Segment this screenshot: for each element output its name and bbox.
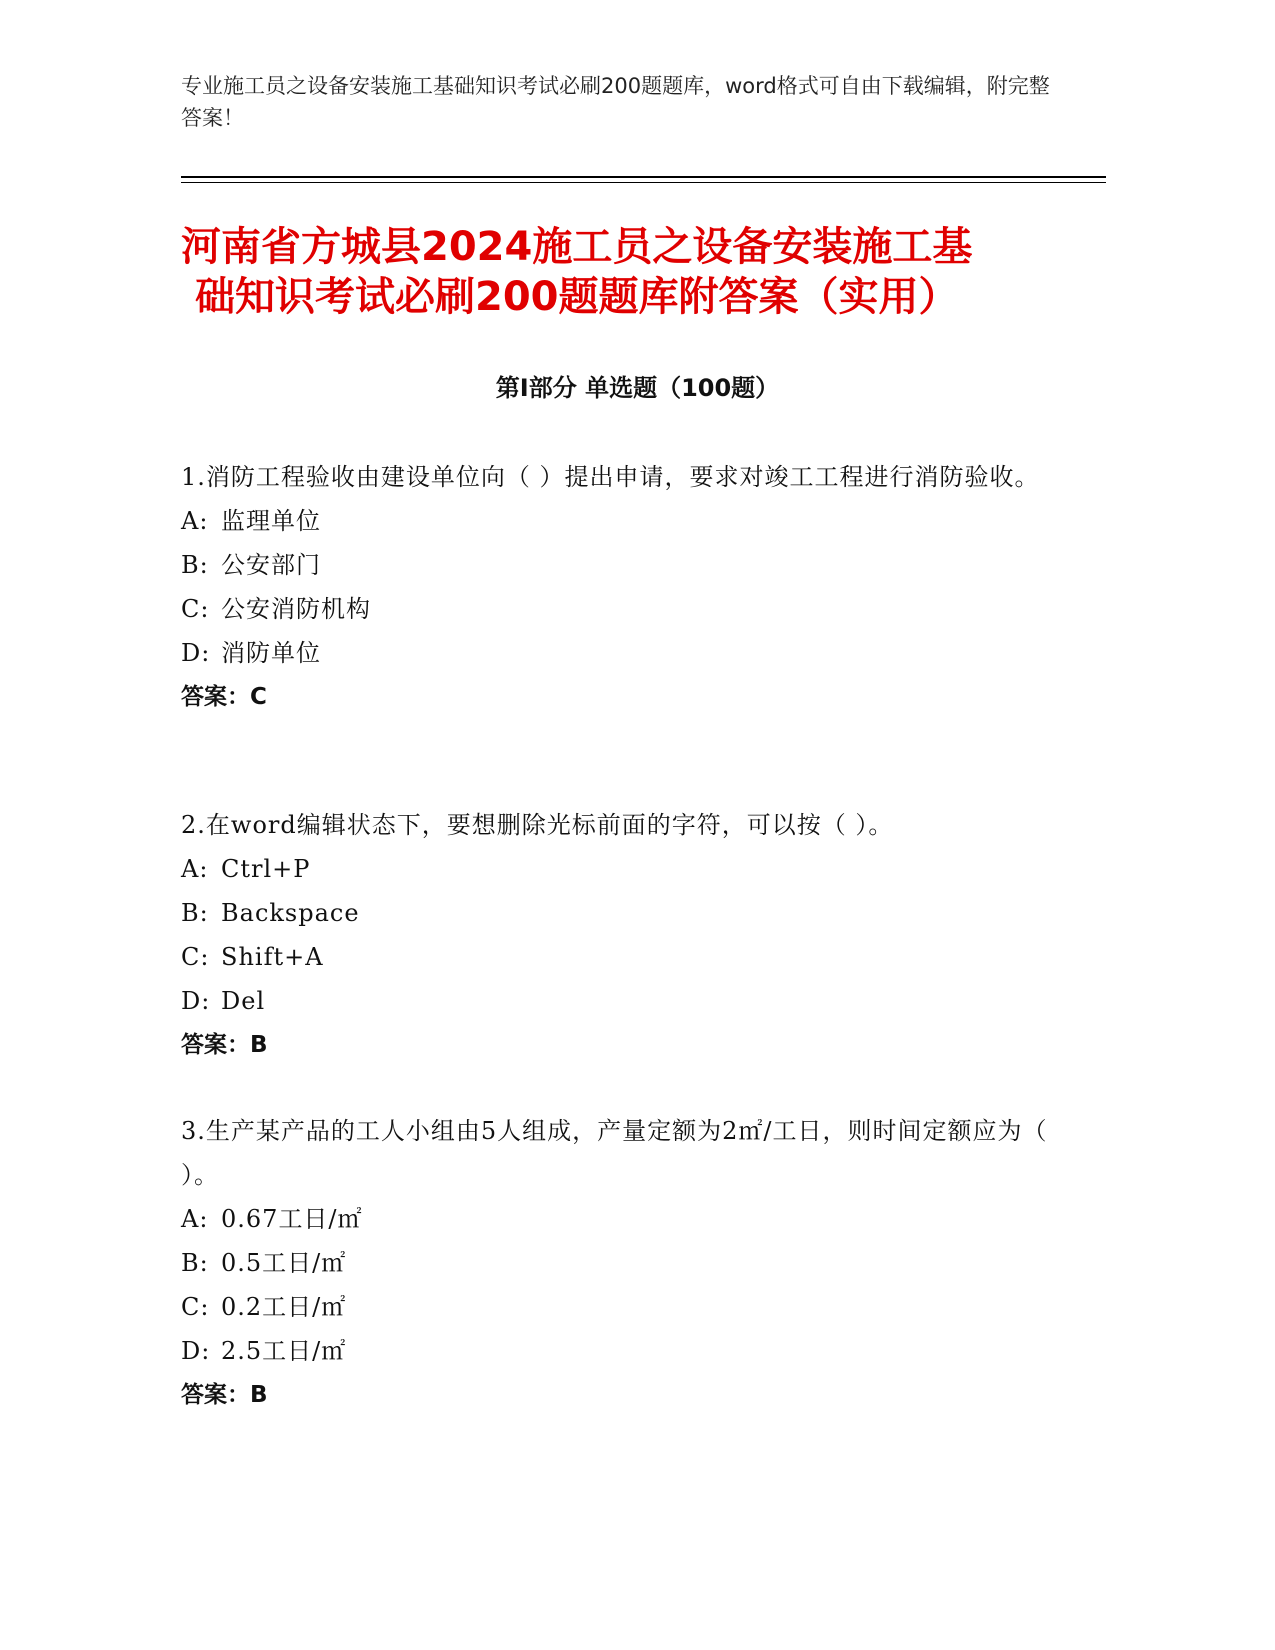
option-d	[181, 979, 1061, 1023]
option-key: B:	[181, 899, 209, 927]
question-stem: 2.在word编辑状态下，要想删除光标前面的字符，可以按（ ）。	[181, 811, 894, 839]
option-text: Backspace	[221, 899, 360, 927]
option-c	[181, 935, 1061, 979]
option-key: A:	[181, 507, 209, 535]
option-text: Del	[221, 987, 266, 1015]
option-b	[181, 543, 1061, 587]
option-b	[181, 891, 1061, 935]
option-c	[181, 1285, 1061, 1329]
question-3	[181, 1109, 1061, 1417]
answer-line: 答案：B	[181, 1382, 268, 1408]
question-2	[181, 803, 1061, 1067]
answer-line: 答案：B	[181, 1032, 268, 1058]
document-title-line-1: 河南省方城县2024施工员之设备安装施工基	[181, 224, 973, 270]
option-d	[181, 1329, 1061, 1373]
option-key: B:	[181, 1249, 209, 1277]
option-text: 2.5工日/㎡	[221, 1337, 347, 1365]
option-key: D:	[181, 1337, 211, 1365]
question-1	[181, 455, 1061, 719]
option-text: Shift+A	[221, 943, 324, 971]
option-a	[181, 1197, 1061, 1241]
option-text: 消防单位	[221, 639, 321, 667]
option-text: 公安消防机构	[221, 595, 371, 623]
header-divider-thick	[181, 176, 1106, 178]
option-c	[181, 587, 1061, 631]
document-title-line-2: 础知识考试必刷200题题库附答案（实用）	[195, 274, 959, 320]
document-title	[181, 222, 1081, 322]
option-text: Ctrl+P	[221, 855, 311, 883]
answer-line: 答案：C	[181, 684, 267, 710]
header-note: 专业施工员之设备安装施工基础知识考试必刷200题题库，word格式可自由下载编辑，附完整答案！	[181, 74, 1050, 130]
header-divider-thin	[181, 182, 1106, 183]
option-text: 0.2工日/㎡	[221, 1293, 347, 1321]
option-key: A:	[181, 855, 209, 883]
section-heading: 第Ⅰ部分 单选题（100题）	[495, 374, 780, 402]
option-b	[181, 1241, 1061, 1285]
option-text: 0.67工日/㎡	[221, 1205, 363, 1233]
option-key: C:	[181, 943, 210, 971]
option-key: D:	[181, 639, 211, 667]
option-text: 0.5工日/㎡	[221, 1249, 347, 1277]
question-stem: 3.生产某产品的工人小组由5人组成，产量定额为2㎡/工日，则时间定额应为（ ）。	[181, 1117, 1048, 1189]
option-key: B:	[181, 551, 209, 579]
option-text: 公安部门	[221, 551, 321, 579]
option-a	[181, 499, 1061, 543]
option-key: C:	[181, 595, 210, 623]
option-key: D:	[181, 987, 211, 1015]
option-key: C:	[181, 1293, 210, 1321]
option-d	[181, 631, 1061, 675]
question-stem: 1.消防工程验收由建设单位向（ ）提出申请，要求对竣工工程进行消防验收。	[181, 463, 1040, 491]
option-key: A:	[181, 1205, 209, 1233]
option-a	[181, 847, 1061, 891]
option-text: 监理单位	[221, 507, 321, 535]
